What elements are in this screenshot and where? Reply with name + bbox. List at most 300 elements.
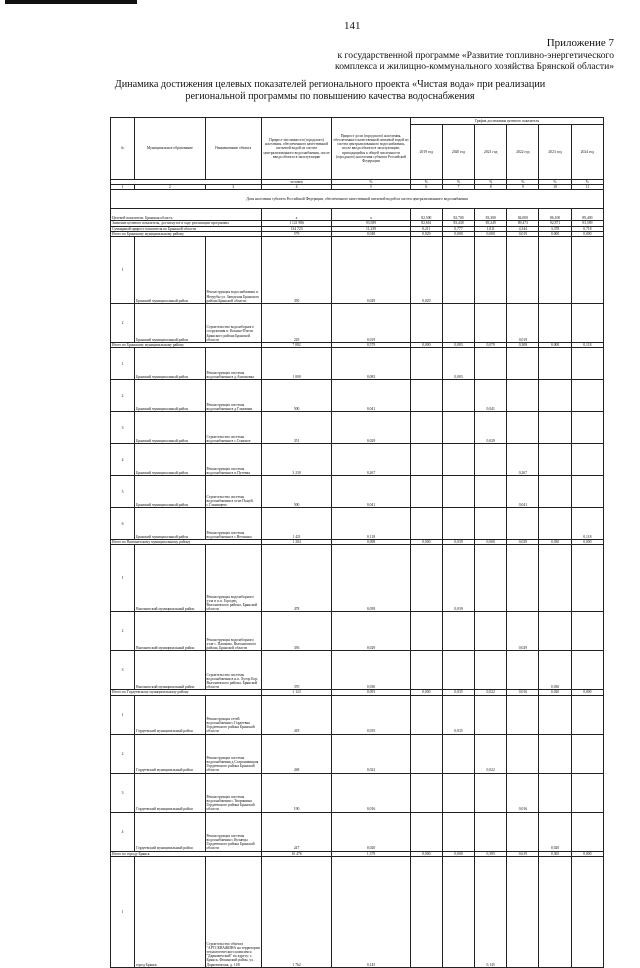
row-municipality: Выгоничский муниципальный район <box>135 612 205 651</box>
row-object: Реконструкция системы водоснабжения в п.Путевка <box>205 444 261 476</box>
row-municipality: Брянский муниципальный район <box>135 380 205 412</box>
row-year-value <box>539 237 571 304</box>
row-year-value <box>539 508 571 540</box>
row-year-value <box>539 734 571 773</box>
row-year-value <box>571 773 603 812</box>
sum-value: 4,344 <box>507 226 539 231</box>
row-year-value <box>475 444 507 476</box>
target-value: 82,500 <box>410 209 442 221</box>
group-total-label: Итого по Брянскому муниципальному району <box>111 343 262 348</box>
row-pop: 500 <box>261 380 331 412</box>
row-year-value <box>571 612 603 651</box>
document-title <box>60 79 600 103</box>
row-year-value: 0,022 <box>475 734 507 773</box>
table-row <box>111 856 604 967</box>
row-year-value <box>539 444 571 476</box>
group-total-value: 0,395 <box>475 851 507 856</box>
table-row <box>111 695 604 734</box>
row-year-value: 0,083 <box>442 348 474 380</box>
row-number: 1 <box>111 695 135 734</box>
row-year-value <box>410 545 442 612</box>
row-number: 1 <box>111 545 135 612</box>
row-object: Реконструкция водозаборного узла в п.п. Городец, Выгоничского района, Брянской области <box>205 545 261 612</box>
row-year-value <box>442 508 474 540</box>
group-total-value: 0,000 <box>442 231 474 236</box>
group-total-value: 0,619 <box>507 851 539 856</box>
row-share: 0,039 <box>332 545 410 612</box>
group-total-value: 0,000 <box>410 540 442 545</box>
row-year-value <box>475 237 507 304</box>
row-year-value <box>571 304 603 343</box>
row-number: 4 <box>111 444 135 476</box>
table-row <box>111 508 604 540</box>
row-year-value <box>475 545 507 612</box>
row-object: Строительство системы водоснабжения в м-не Понуй, с.Глинищево <box>205 476 261 508</box>
group-total-value: 0,016 <box>507 690 539 695</box>
row-year-value <box>507 545 539 612</box>
group-total-value: 0,030 <box>539 540 571 545</box>
row-year-value: 0,267 <box>507 444 539 476</box>
row-pop: 190 <box>261 773 331 812</box>
row-year-value <box>410 508 442 540</box>
row-year-value: 0,016 <box>507 773 539 812</box>
row-year-value: 0,041 <box>507 476 539 508</box>
group-total-pop: 579 <box>261 231 331 236</box>
row-municipality: Брянский муниципальный район <box>135 304 205 343</box>
group-total-value: 0,019 <box>507 231 539 236</box>
row-object: Строительство водозаборного сооружения п. Кокино-Пчели Брянского района Брянской области <box>205 304 261 343</box>
group-total-value: 0,365 <box>539 851 571 856</box>
row-number: 1 <box>111 856 135 967</box>
row-year-value <box>571 545 603 612</box>
column-number: 4 <box>261 185 331 190</box>
group-total-value: 0,000 <box>571 690 603 695</box>
sum-value: 1,811 <box>475 226 507 231</box>
unit-pct: % <box>410 180 442 185</box>
group-total-value: 0,000 <box>475 540 507 545</box>
row-year-value <box>571 651 603 690</box>
table-row <box>111 380 604 412</box>
row-year-value <box>571 348 603 380</box>
table-row <box>111 190 604 209</box>
row-year-value <box>571 380 603 412</box>
row-municipality: Гордеевский муниципальный район <box>135 812 205 851</box>
row-number: 3 <box>111 651 135 690</box>
row-year-value <box>442 651 474 690</box>
row-municipality: Брянский муниципальный район <box>135 348 205 380</box>
unit-pct: % <box>475 180 507 185</box>
target-label: Целевой показатель: Брянская область <box>111 209 262 221</box>
sum-value: 0,777 <box>442 226 474 231</box>
values-value: 85,249 <box>475 221 507 226</box>
table-row <box>111 444 604 476</box>
top-rule <box>5 0 137 4</box>
row-share: 0,041 <box>332 476 410 508</box>
row-share: 0,016 <box>332 773 410 812</box>
row-object: Реконструкция сетей водоснабжения с.Гордеевка Гордеевского района Брянской области <box>205 695 261 734</box>
row-object: Строительство системы водоснабжения в н.п. Хутор Бор, Выгоничского района, Брянской области <box>205 651 261 690</box>
row-year-value: 0,041 <box>475 380 507 412</box>
row-object: Реконструкция системы водоснабжения в д.Глаженки <box>205 380 261 412</box>
group-total-label: Итого по Выгоничскому муниципальному району <box>111 540 262 545</box>
group-total-value: 0,022 <box>475 690 507 695</box>
row-object: Реконструкция системы водоснабжения д.Староновицкая Гордеевского района Брянской области <box>205 734 261 773</box>
group-total-value: 0,083 <box>442 343 474 348</box>
year-header: 2021 год <box>475 125 507 180</box>
table-row <box>111 812 604 851</box>
table-row <box>111 651 604 690</box>
values-value: 92,871 <box>539 221 571 226</box>
row-object: Реконструкция водозаборного узла с. Пашково, Выгоничского района, Брянской области <box>205 612 261 651</box>
values-value: 83,438 <box>442 221 474 226</box>
group-total-value: 0,035 <box>442 690 474 695</box>
row-pop: 229 <box>261 304 331 343</box>
target-x: x <box>332 209 410 221</box>
group-total-value: 0,000 <box>442 851 474 856</box>
row-year-value <box>571 812 603 851</box>
unit-pct: % <box>442 180 474 185</box>
row-municipality: Гордеевский муниципальный район <box>135 734 205 773</box>
row-year-value <box>442 812 474 851</box>
row-share: 0,020 <box>332 812 410 851</box>
column-number: 7 <box>442 185 474 190</box>
row-year-value <box>507 651 539 690</box>
values-label: Значение целевого показателя, достигнутое в ходе реализации программы <box>111 221 262 226</box>
row-municipality: Брянский муниципальный район <box>135 508 205 540</box>
row-year-value <box>410 380 442 412</box>
group-total-pop: 1 204 <box>261 540 331 545</box>
table-row <box>111 412 604 444</box>
row-number: 1 <box>111 348 135 380</box>
group-total-value: 0,000 <box>571 231 603 236</box>
row-object: Строительство системы водоснабжения в с.Стяжное <box>205 412 261 444</box>
row-year-value <box>442 304 474 343</box>
group-total-value: 0,029 <box>410 231 442 236</box>
year-header: 2020 год <box>442 125 474 180</box>
table-row <box>111 237 604 304</box>
row-year-value <box>410 695 442 734</box>
row-year-value <box>410 734 442 773</box>
sum-label: Суммарный прирост показателя по Брянской области <box>111 226 262 231</box>
row-year-value <box>475 612 507 651</box>
row-year-value: 0,029 <box>507 612 539 651</box>
group-total-value: 0,308 <box>507 343 539 348</box>
target-value: 84,000 <box>507 209 539 221</box>
appendix-line: Приложение 7 <box>546 37 614 49</box>
row-number: 2 <box>111 734 135 773</box>
column-number: 3 <box>205 185 261 190</box>
row-year-value <box>475 695 507 734</box>
row-pop: 356 <box>261 612 331 651</box>
row-year-value <box>507 695 539 734</box>
row-number: 2 <box>111 304 135 343</box>
page-number: 141 <box>344 20 361 32</box>
row-pop: 1 762 <box>261 856 331 967</box>
row-year-value <box>410 444 442 476</box>
target-x: x <box>261 209 331 221</box>
unit-people: человек <box>261 180 331 185</box>
table-row <box>111 348 604 380</box>
row-year-value <box>507 380 539 412</box>
row-number: 3 <box>111 773 135 812</box>
row-share: 0,019 <box>332 304 410 343</box>
col-growth-pop-header: Прирост численности (городского) населения, обеспеченного качественной питьевой водой из систем централизованного водоснабжения, после ввода объекта в эксплуатацию <box>261 118 331 180</box>
unit-pct: % <box>332 180 410 185</box>
col-num-header: № <box>111 118 135 180</box>
table-row <box>111 209 604 221</box>
row-year-value <box>410 348 442 380</box>
row-year-value <box>539 380 571 412</box>
sum-value: 0,211 <box>410 226 442 231</box>
row-year-value <box>410 856 442 967</box>
column-number: 5 <box>332 185 410 190</box>
table-row <box>111 612 604 651</box>
row-year-value <box>507 812 539 851</box>
column-number: 8 <box>475 185 507 190</box>
row-year-value <box>475 812 507 851</box>
row-year-value <box>442 476 474 508</box>
row-year-value <box>539 773 571 812</box>
values-value: 89,473 <box>507 221 539 226</box>
row-year-value <box>410 412 442 444</box>
row-pop: 500 <box>261 476 331 508</box>
table-row <box>111 734 604 773</box>
group-total-value: 0,020 <box>539 690 571 695</box>
row-share: 0,035 <box>332 695 410 734</box>
title-line: региональной программы по повышению качества водоснабжения <box>185 91 475 102</box>
row-year-value <box>539 856 571 967</box>
row-year-value: 0,019 <box>507 304 539 343</box>
group-total-pop: 16 476 <box>261 851 331 856</box>
row-year-value <box>442 444 474 476</box>
row-number: 5 <box>111 476 135 508</box>
target-value: 82,700 <box>442 209 474 221</box>
table-row <box>111 545 604 612</box>
row-year-value <box>571 476 603 508</box>
row-number: 2 <box>111 612 135 651</box>
unit-pct: % <box>571 180 603 185</box>
group-total-value: 0,029 <box>507 540 539 545</box>
row-share: 0,022 <box>332 734 410 773</box>
row-year-value <box>539 304 571 343</box>
row-object: Реконструкция системы водоснабжения в д.Антоновка <box>205 348 261 380</box>
group-total-value: 0,079 <box>475 343 507 348</box>
row-municipality: Брянский муниципальный район <box>135 412 205 444</box>
row-year-value <box>571 237 603 304</box>
values-value: 82,661 <box>410 221 442 226</box>
row-number: 3 <box>111 412 135 444</box>
target-value: 89,400 <box>571 209 603 221</box>
row-number: 1 <box>111 237 135 304</box>
column-number: 10 <box>539 185 571 190</box>
values-pop: 1 121 986 <box>261 221 331 226</box>
group-total-value: 0,000 <box>410 690 442 695</box>
row-municipality: Выгоничский муниципальный район <box>135 545 205 612</box>
row-year-value <box>507 508 539 540</box>
row-pop: 478 <box>261 545 331 612</box>
group-total-share: 0,098 <box>332 540 410 545</box>
row-year-value <box>475 508 507 540</box>
row-year-value <box>442 412 474 444</box>
row-year-value <box>571 444 603 476</box>
row-share: 0,118 <box>332 508 410 540</box>
row-pop: 1 421 <box>261 508 331 540</box>
row-share: 0,029 <box>332 237 410 304</box>
group-total-value: 0,000 <box>571 851 603 856</box>
section-title: Доля населения субъекта Российской Федерации, обеспеченного качественной питьевой водой из систем централизованного водоснабжения <box>111 190 604 209</box>
row-pop: 268 <box>261 734 331 773</box>
appendix-line: комплекса и жилищно-коммунального хозяйства Брянской области» <box>335 61 614 72</box>
group-total-pop: 1 123 <box>261 690 331 695</box>
row-year-value <box>475 773 507 812</box>
row-year-value <box>442 237 474 304</box>
values-share: 93,589 <box>332 221 410 226</box>
col-municipality-header: Муниципальное образование <box>135 118 205 180</box>
row-year-value <box>507 237 539 304</box>
group-total-value: 0,000 <box>410 851 442 856</box>
row-year-value: 0,030 <box>539 651 571 690</box>
row-pop: 351 <box>261 412 331 444</box>
row-year-value <box>410 773 442 812</box>
table-row <box>111 476 604 508</box>
group-total-value: 0,000 <box>475 231 507 236</box>
row-year-value <box>410 651 442 690</box>
row-year-value <box>475 476 507 508</box>
row-year-value <box>571 695 603 734</box>
row-year-value <box>507 856 539 967</box>
row-share: 0,145 <box>332 856 410 967</box>
group-total-share: 1,379 <box>332 851 410 856</box>
row-year-value: 0,145 <box>475 856 507 967</box>
row-object: Реконструкция системы водоснабжения с.Кузнецы Гордеевского района Брянской области <box>205 812 261 851</box>
row-pop: 350 <box>261 237 331 304</box>
group-total-value: 0,000 <box>410 343 442 348</box>
row-share: 0,267 <box>332 444 410 476</box>
row-pop: 418 <box>261 695 331 734</box>
group-total-label: Итого по Брянскому муниципальному району <box>111 231 262 236</box>
row-municipality: Гордеевский муниципальный район <box>135 695 205 734</box>
row-year-value <box>442 380 474 412</box>
row-year-value: 0,035 <box>442 695 474 734</box>
row-number: 6 <box>111 508 135 540</box>
row-object: Строительство объекта "АРТСКВАЖИНА на территории технологического комплекса "Дарковичский" по адресу: г. Брянск, Фокинский район, ул. Дарковичская, д. 11В <box>205 856 261 967</box>
row-pop: 3 230 <box>261 444 331 476</box>
row-year-value <box>539 412 571 444</box>
group-total-value: 0,000 <box>539 231 571 236</box>
row-year-value <box>539 476 571 508</box>
appendix-header <box>304 38 614 73</box>
row-number: 4 <box>111 812 135 851</box>
row-year-value <box>475 304 507 343</box>
row-year-value <box>410 812 442 851</box>
unit-pct: % <box>539 180 571 185</box>
row-year-value: 0,029 <box>410 237 442 304</box>
indicators-table <box>110 117 604 968</box>
schedule-header: График достижения целевого показателя <box>410 118 603 125</box>
row-year-value <box>410 476 442 508</box>
row-year-value <box>539 348 571 380</box>
row-municipality: Брянский муниципальный район <box>135 476 205 508</box>
row-year-value <box>410 304 442 343</box>
row-year-value <box>539 612 571 651</box>
group-total-value: 0,000 <box>571 540 603 545</box>
row-share: 0,029 <box>332 412 410 444</box>
column-number: 6 <box>410 185 442 190</box>
column-number: 1 <box>111 185 135 190</box>
year-header: 2023 год <box>539 125 571 180</box>
sum-value: 0,718 <box>571 226 603 231</box>
row-year-value <box>571 856 603 967</box>
row-municipality: Выгоничский муниципальный район <box>135 651 205 690</box>
row-share: 0,041 <box>332 380 410 412</box>
row-share: 0,083 <box>332 348 410 380</box>
row-year-value: 0,029 <box>475 412 507 444</box>
row-year-value <box>442 773 474 812</box>
row-year-value <box>442 856 474 967</box>
row-year-value <box>507 348 539 380</box>
group-total-share: 0,093 <box>332 690 410 695</box>
column-number: 9 <box>507 185 539 190</box>
row-year-value <box>475 348 507 380</box>
row-year-value <box>442 734 474 773</box>
target-value: 86,100 <box>539 209 571 221</box>
group-total-share: 0,579 <box>332 343 410 348</box>
row-year-value <box>539 545 571 612</box>
sum-value: 3,378 <box>539 226 571 231</box>
table-row <box>111 773 604 812</box>
row-share: 0,029 <box>332 612 410 651</box>
col-growth-share-header: Прирост доли (городского) населения, обеспеченного качественной питьевой водой из систем централизованного водоснабжения, после ввода объекта в эксплуатацию, приходящийся к общей численности (городского) населения субъекта Российской Федерации <box>332 118 410 180</box>
target-value: 83,300 <box>475 209 507 221</box>
row-year-value <box>475 651 507 690</box>
row-object: Реконструкция системы водоснабжения с.Творишино Гордеевского района Брянской области <box>205 773 261 812</box>
group-total-label: Итого по Гордеевскому муниципальному району <box>111 690 262 695</box>
title-line: Динамика достижения целевых показателей регионального проекта «Чистая вода» при реализации <box>114 79 546 90</box>
column-number: 11 <box>571 185 603 190</box>
row-year-value: 0,118 <box>571 508 603 540</box>
year-header: 2024 год <box>571 125 603 180</box>
row-pop: 1 000 <box>261 348 331 380</box>
row-pop: 370 <box>261 651 331 690</box>
row-municipality: Брянский муниципальный район <box>135 444 205 476</box>
row-year-value: 0,039 <box>442 545 474 612</box>
row-year-value <box>571 734 603 773</box>
group-total-label: Итого по городу Брянск <box>111 851 262 856</box>
row-share: 0,030 <box>332 651 410 690</box>
sum-share: 11,239 <box>332 226 410 231</box>
row-pop: 247 <box>261 812 331 851</box>
row-year-value <box>571 412 603 444</box>
row-object: Реконструкция водоснабжения п. Нетрубы ул. Заводская Брянского района Брянской области <box>205 237 261 304</box>
year-header: 2019 год <box>410 125 442 180</box>
values-value: 93,589 <box>571 221 603 226</box>
row-municipality: Гордеевский муниципальный район <box>135 773 205 812</box>
row-municipality: Брянский муниципальный район <box>135 237 205 304</box>
table-row <box>111 304 604 343</box>
row-year-value <box>507 412 539 444</box>
row-year-value: 0,020 <box>539 812 571 851</box>
row-year-value <box>410 612 442 651</box>
group-total-pop: 7 082 <box>261 343 331 348</box>
sum-pop: 134 723 <box>261 226 331 231</box>
row-object: Реконструкция системы водоснабжения в с.Нетьинка <box>205 508 261 540</box>
row-number: 2 <box>111 380 135 412</box>
year-header: 2022 год <box>507 125 539 180</box>
group-total-share: 0,048 <box>332 231 410 236</box>
group-total-value: 0,000 <box>539 343 571 348</box>
group-total-value: 0,118 <box>571 343 603 348</box>
appendix-line: к государственной программе «Развитие топливно-энергетического <box>337 49 614 61</box>
